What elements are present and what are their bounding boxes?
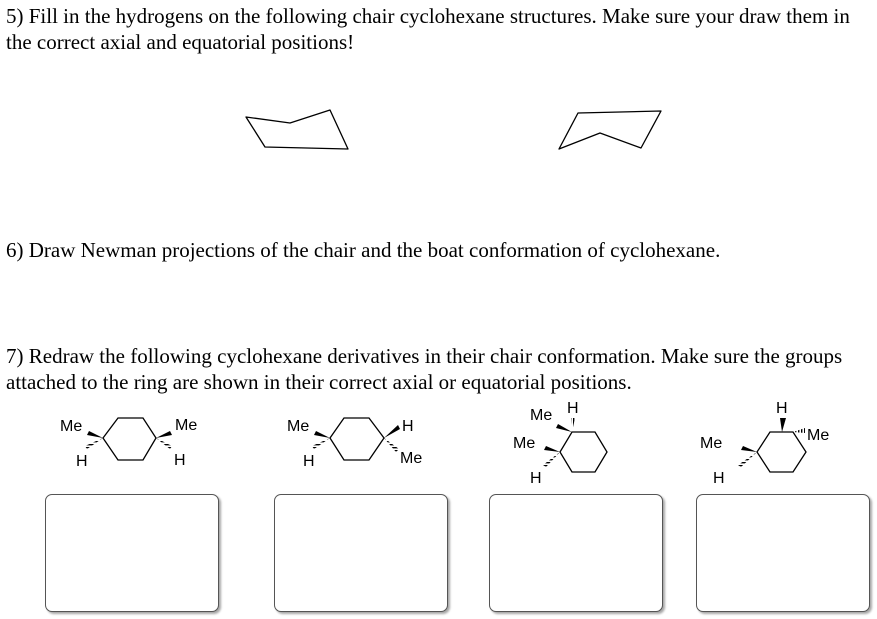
molecule-3 [513, 400, 607, 487]
mol1-left-h-label: H [76, 453, 88, 470]
mol4-top-me-label: Me [807, 427, 830, 444]
mol3-top-me-label: Me [530, 407, 553, 424]
question-5-text: 5) Fill in the hydrogens on the following chair cyclohexane structures. Make sure your draw them in the correct axial and equatorial positions! [6, 4, 850, 54]
mol1-left-me-label: Me [60, 418, 83, 435]
answer-box-2[interactable] [274, 494, 448, 612]
mol4-left-h-label: H [713, 470, 725, 487]
mol3-top-h-label: H [567, 400, 579, 417]
answer-box-3[interactable] [489, 494, 663, 612]
mol1-right-h-label: H [174, 452, 186, 469]
mol1-right-me-label: Me [175, 417, 198, 434]
mol3-left-h-label: H [530, 470, 542, 487]
chair-template-left [246, 110, 348, 149]
mol2-right-h-label: H [402, 418, 414, 435]
mol4-top-h-label: H [776, 400, 788, 417]
answer-box-1[interactable] [45, 494, 219, 612]
chair-template-right [559, 111, 661, 149]
molecule-4 [700, 400, 829, 487]
question-6-text: 6) Draw Newman projections of the chair and the boat conformation of cyclohexane. [6, 238, 721, 262]
mol4-left-me-label: Me [700, 435, 723, 452]
molecule-1 [60, 417, 197, 470]
answer-box-4[interactable] [696, 494, 870, 612]
question-7-text: 7) Redraw the following cyclohexane derivatives in their chair conformation. Make sure the groups attached to the ring are shown in their correct axial or equatorial positions. [6, 344, 843, 394]
molecule-2 [287, 418, 422, 470]
mol2-right-me-label: Me [400, 450, 423, 467]
mol2-left-h-label: H [303, 453, 315, 470]
mol3-left-me-label: Me [513, 435, 536, 452]
mol2-left-me-label: Me [287, 418, 310, 435]
